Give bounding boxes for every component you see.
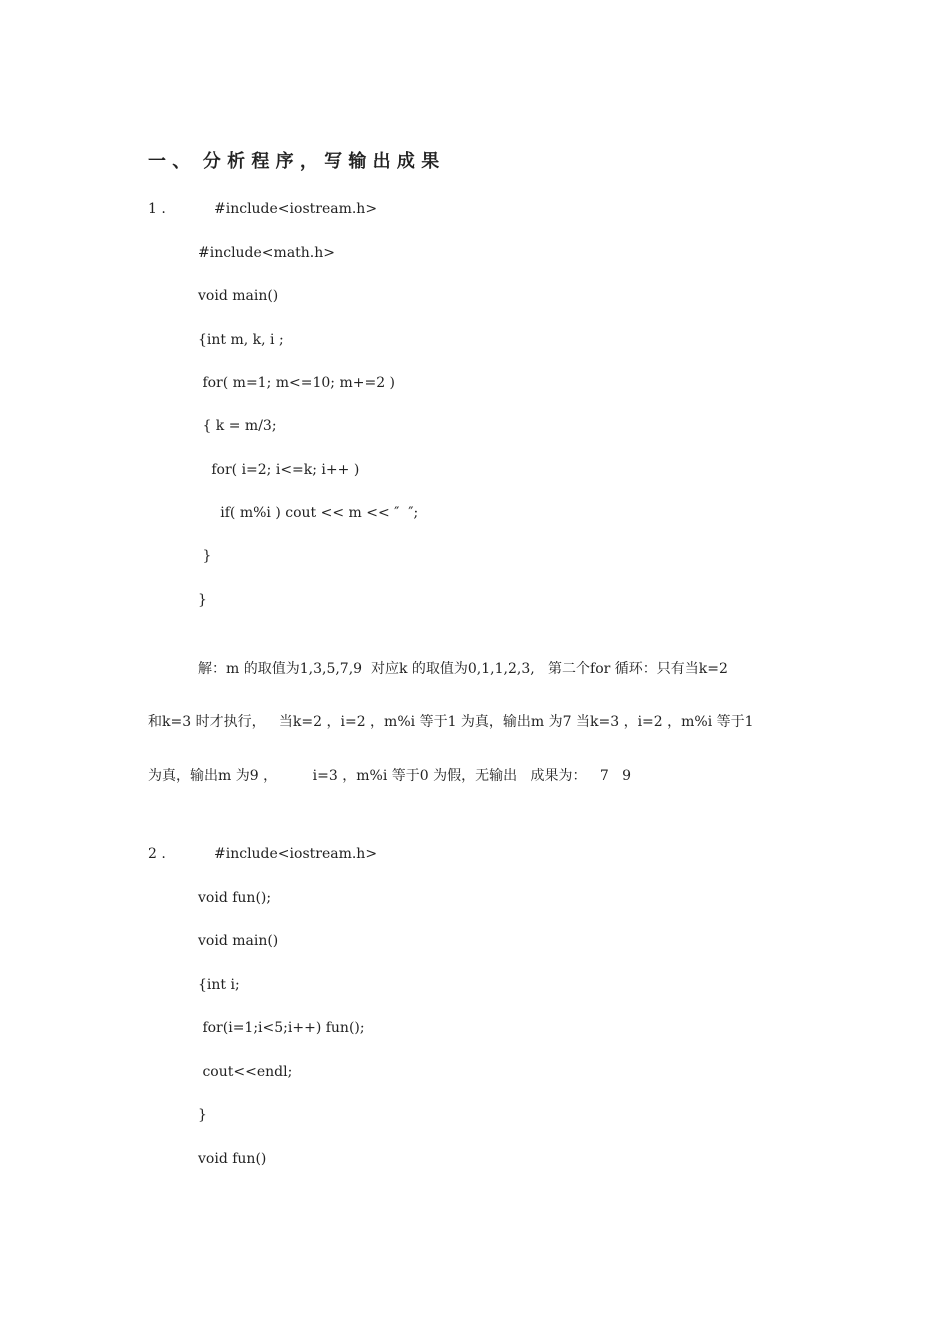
section-heading: 一 、 分 析 程 序 ， 写 输 出 成 果 <box>148 151 440 172</box>
code-line: void fun() <box>198 1151 267 1167</box>
explanation-line: 和k=3 时才执行， 当k=2 ，i=2 ，m%i 等于1 为真，输出m 为7 当k=3 ，i=2 ，m%i 等于1 <box>148 714 754 730</box>
code-line: #include<math.h> <box>198 245 335 261</box>
code-line: #include<iostream.h> <box>214 201 378 217</box>
code-line: } <box>198 592 207 608</box>
explanation-line: 为真，输出m 为9 ， i=3 ，m%i 等于0 为假，无输出 成果为： 7 9 <box>148 768 631 784</box>
code-line: for( m=1; m<=10; m+=2 ) <box>198 375 396 391</box>
code-line: void main() <box>198 288 279 304</box>
code-line: for( i=2; i<=k; i++ ) <box>198 462 360 478</box>
code-line: } <box>198 1107 207 1123</box>
problem-2-number: 2 . <box>148 846 166 862</box>
problem-1-number: 1 . <box>148 201 166 217</box>
code-line: if( m%i ) cout << m << ″ ″; <box>198 505 419 521</box>
code-line: cout<<endl; <box>198 1064 293 1080</box>
code-line: {int i; <box>198 977 240 993</box>
code-line: {int m, k, i ; <box>198 332 284 348</box>
code-line: { k = m/3; <box>198 418 277 434</box>
code-line: void fun(); <box>198 890 272 906</box>
code-line: for(i=1;i<5;i++) fun(); <box>198 1020 365 1036</box>
code-line: } <box>198 548 212 564</box>
code-line: #include<iostream.h> <box>214 846 378 862</box>
code-line: void main() <box>198 933 279 949</box>
explanation-line: 解：m 的取值为1,3,5,7,9 对应k 的取值为0,1,1,2,3, 第二个for 循环：只有当k=2 <box>198 661 728 677</box>
